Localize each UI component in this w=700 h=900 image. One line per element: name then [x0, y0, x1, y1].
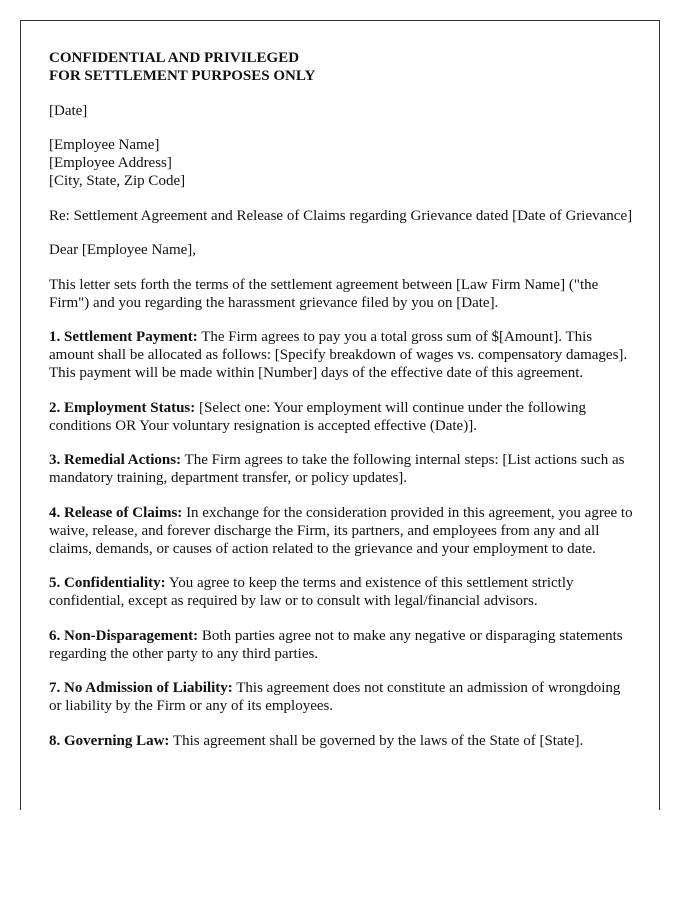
section-text: Both parties agree not to make any negative or disparaging statements regarding the other party to any third parties.	[49, 627, 623, 662]
salutation: Dear [Employee Name],	[49, 242, 197, 258]
document-page	[20, 20, 660, 810]
letter-date: [Date]	[49, 102, 88, 119]
section-settlement-payment	[49, 328, 635, 382]
section-text: You agree to keep the terms and existence of this settlement strictly confidential, except as required by law or to consult with legal/financial advisors.	[49, 575, 574, 609]
section-title: 5. Confidentiality:	[49, 575, 166, 591]
section-text: In exchange for the consideration provided in this agreement, you agree to waive, release, and forever discharge the Firm, its partners, and employees from any and all claims, demands, or causes of action related to the grievance and your employment to date.	[49, 504, 633, 557]
section-title: 1. Settlement Payment:	[49, 329, 198, 345]
re-line: Re: Settlement Agreement and Release of Claims regarding Grievance dated [Date of Grievance]	[49, 207, 633, 224]
section-non-disparagement	[49, 627, 635, 663]
section-text: [Select one: Your employment will continue under the following conditions OR Your voluntary resignation is accepted effective (Date)].	[49, 399, 587, 434]
section-text: This agreement does not constitute an admission of wrongdoing or liability by the Firm or any of its employees.	[49, 680, 621, 714]
header-line-1: CONFIDENTIAL AND PRIVILEGED	[49, 50, 300, 66]
header-line-2: FOR SETTLEMENT PURPOSES ONLY	[49, 68, 316, 84]
section-title: 3. Remedial Actions:	[49, 452, 182, 468]
section-confidentiality	[49, 574, 635, 610]
section-text: The Firm agrees to take the following internal steps: [List actions such as mandatory training, department transfer, or policy updates].	[49, 452, 625, 486]
section-text: This agreement shall be governed by the laws of the State of [State].	[169, 732, 584, 749]
section-governing-law	[49, 732, 635, 750]
section-title: 7. No Admission of Liability:	[49, 680, 233, 696]
section-release-of-claims	[49, 504, 635, 558]
letter-body	[49, 49, 635, 766]
section-title: 2. Employment Status:	[49, 399, 196, 416]
section-title: 4. Release of Claims:	[49, 504, 183, 521]
section-title: 6. Non-Disparagement:	[49, 627, 199, 644]
section-no-admission	[49, 679, 635, 715]
recipient-block	[49, 136, 635, 190]
recipient-address: [Employee Address]	[49, 155, 172, 171]
confidential-header	[49, 49, 635, 85]
recipient-name: [Employee Name]	[49, 137, 160, 153]
section-title: 8. Governing Law:	[49, 732, 170, 749]
section-text: The Firm agrees to pay you a total gross sum of $[Amount]. This amount shall be allocated as follows: [Specify breakdown of wages vs. compensatory damages]. This payment will be made within [Number] days of the effective date of this agreement.	[49, 329, 628, 381]
recipient-city: [City, State, Zip Code]	[49, 173, 186, 189]
section-remedial-actions	[49, 451, 635, 487]
section-employment-status	[49, 399, 635, 435]
intro-paragraph: This letter sets forth the terms of the settlement agreement between [Law Firm Name] ("the Firm") and you regarding the harassment grievance filed by you on [Date].	[49, 276, 599, 311]
